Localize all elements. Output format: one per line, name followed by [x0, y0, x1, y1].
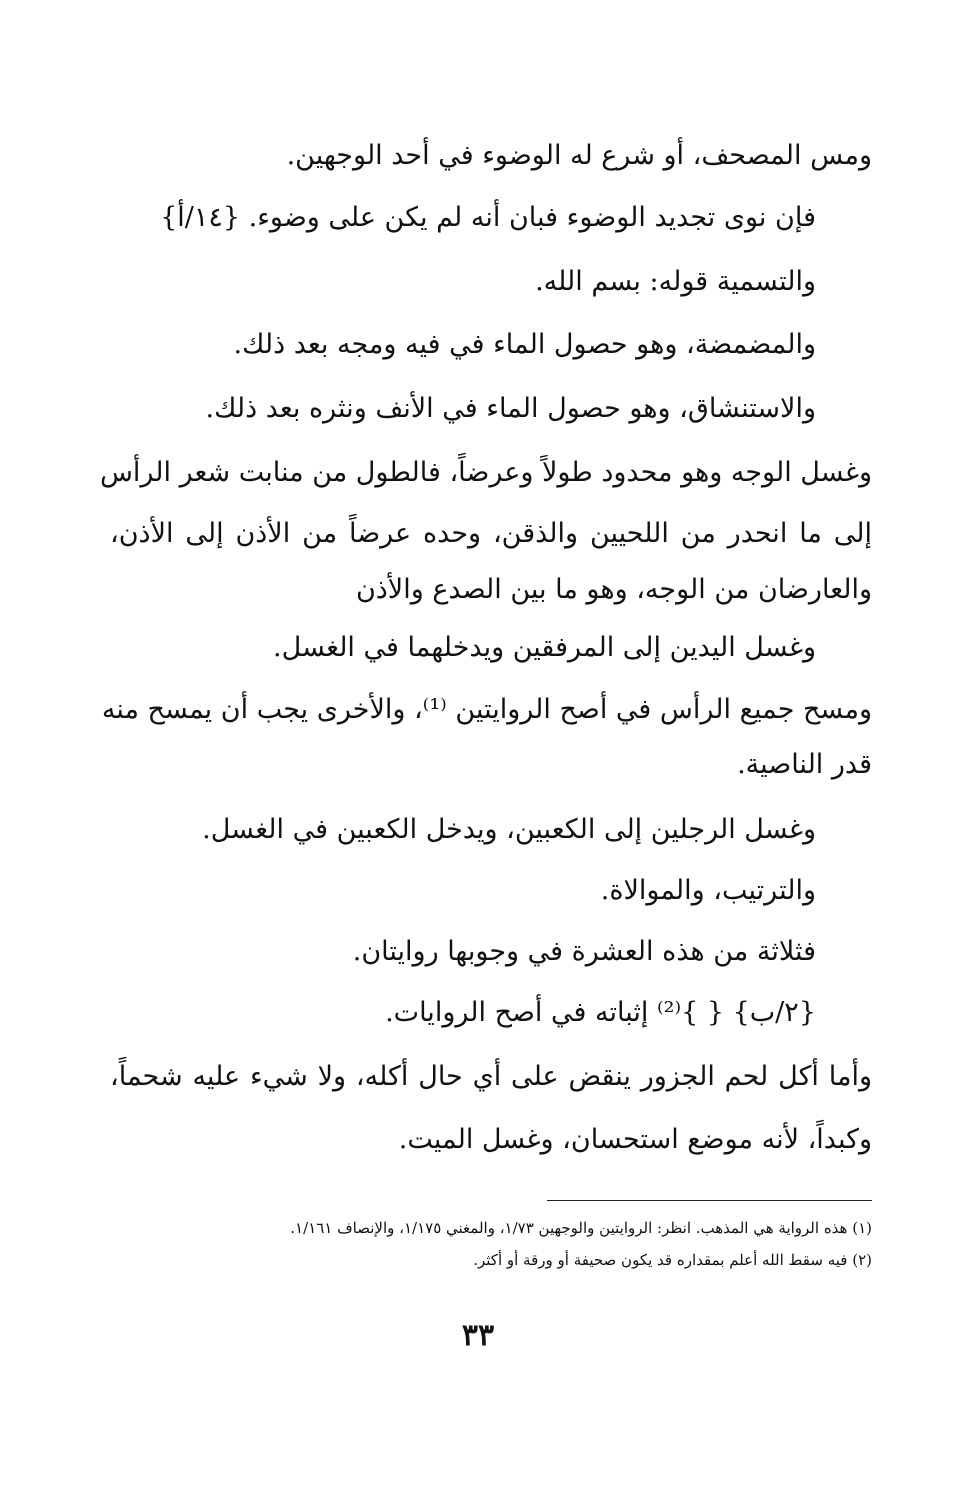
- text-line-3: والتسمية قوله: بسم الله.: [535, 266, 816, 297]
- text-line-11: قدر الناصية.: [737, 749, 872, 780]
- text-line-1: ومس المصحف، أو شرع له الوضوء في أحد الوجهين.: [286, 140, 872, 171]
- text-line-6: وغسل الوجه وهو محدود طولاً وعرضاً، فالطول من منابت شعر الرأس: [99, 457, 872, 488]
- footnote-2: (٢) فيه سقط الله أعلم بمقداره قد يكون صحيفة أو ورقة أو أكثر.: [473, 1251, 872, 1269]
- page-number: ٣٣: [461, 1318, 495, 1353]
- footnote-1: (١) هذه الرواية هي المذهب. انظر: الروايتين والوجهين ١/٧٣، والمغني ١/١٧٥، والإنصاف ١/١٦١.: [290, 1219, 872, 1237]
- text-line-9: وغسل اليدين إلى المرفقين ويدخلهما في الغسل.: [273, 632, 816, 663]
- text-line-2: فإن نوى تجديد الوضوء فبان أنه لم يكن على وضوء. {١٤/أ}: [160, 202, 816, 233]
- text-line-10: ومسح جميع الرأس في أصح الروايتين ⁽¹⁾، والأخرى يجب أن يمسح منه: [101, 694, 872, 725]
- text-line-8: والعارضان من الوجه، وهو ما بين الصدع والأذن: [355, 574, 872, 605]
- text-line-12: وغسل الرجلين إلى الكعبين، ويدخل الكعبين في الغسل.: [202, 814, 816, 845]
- text-line-14: فثلاثة من هذه العشرة في وجوبها روايتان.: [352, 936, 816, 967]
- text-line-13: والترتيب، والموالاة.: [600, 875, 816, 906]
- text-line-17: وكبداً، لأنه موضع استحسان، وغسل الميت.: [398, 1124, 872, 1155]
- text-line-5: والاستنشاق، وهو حصول الماء في الأنف ونثره بعد ذلك.: [205, 393, 816, 424]
- footnote-separator: [547, 1200, 872, 1201]
- text-line-16: وأما أكل لحم الجزور ينقض على أي حال أكله، ولا شيء عليه شحماً،: [110, 1061, 872, 1092]
- text-line-15: {٢/ب} { }⁽²⁾ إثباته في أصح الروايات.: [385, 997, 816, 1028]
- text-line-4: والمضمضة، وهو حصول الماء في فيه ومجه بعد ذلك.: [233, 329, 816, 360]
- text-line-7: إلى ما انحدر من اللحيين والذقن، وحده عرضاً من الأذن إلى الأذن،: [110, 518, 872, 549]
